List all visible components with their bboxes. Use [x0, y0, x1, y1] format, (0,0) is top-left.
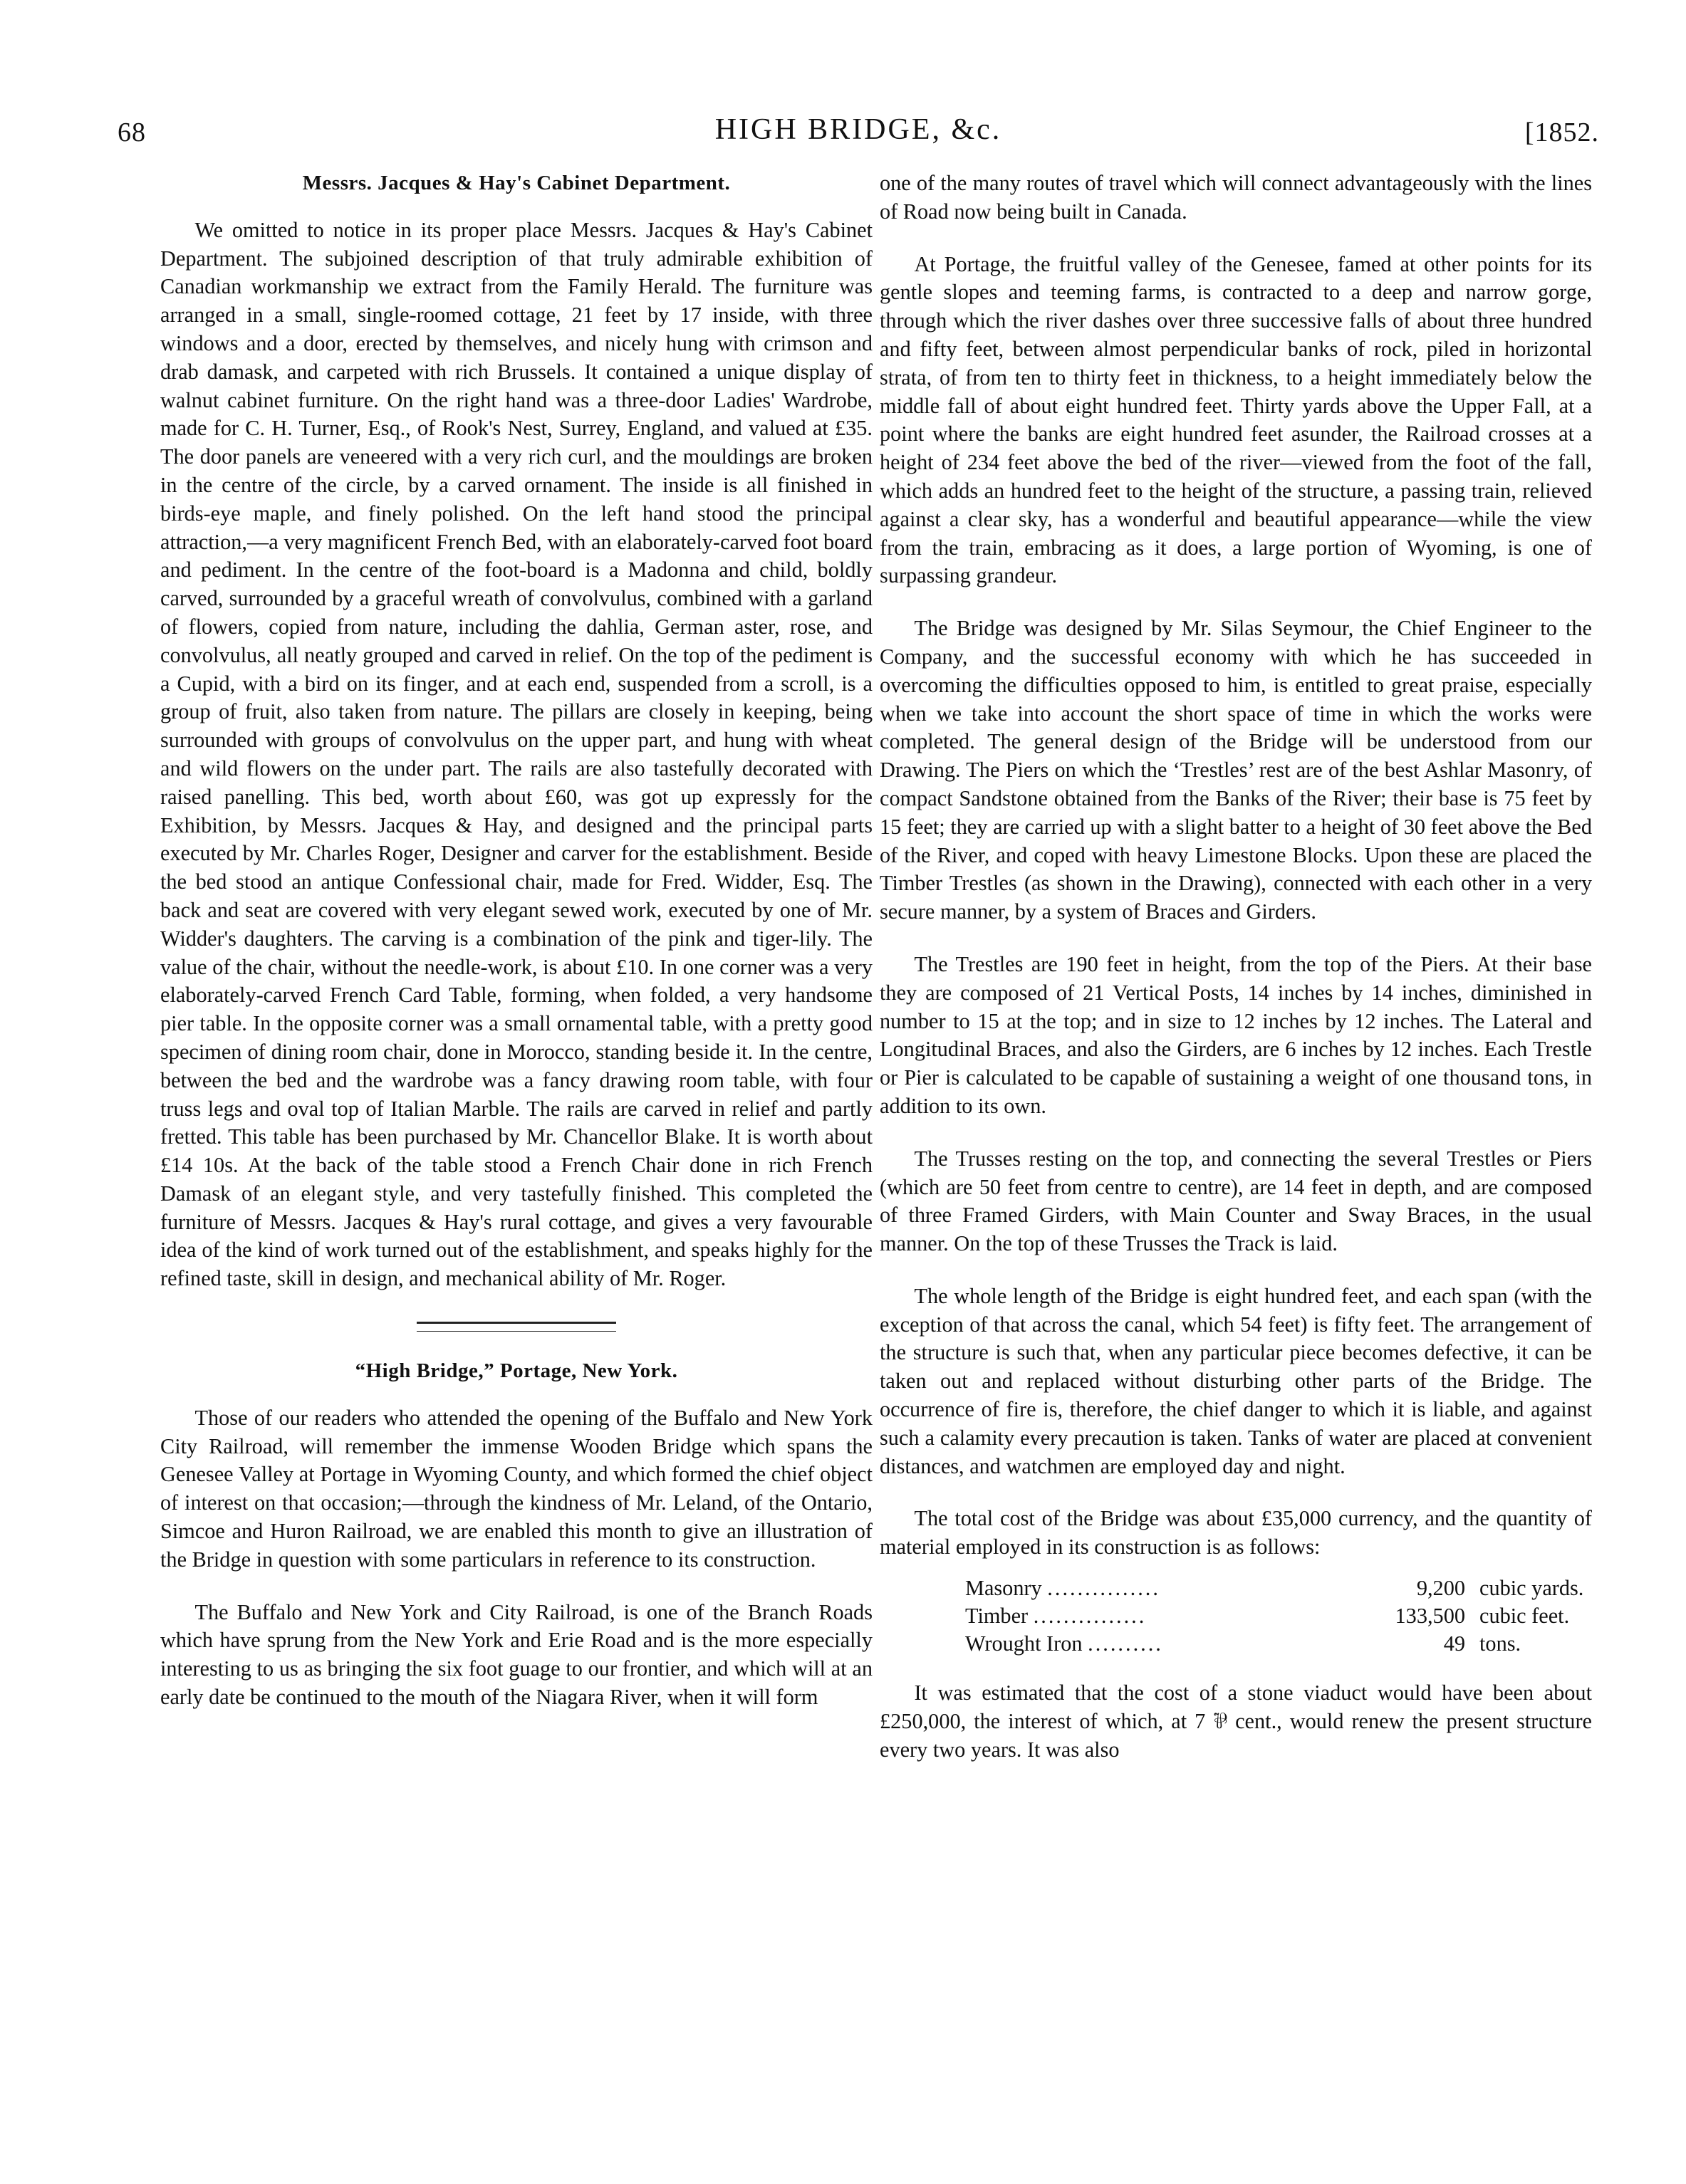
page-header	[118, 107, 1599, 157]
dot-leader: ...............	[1047, 1576, 1160, 1601]
dot-leader: ...............	[1033, 1604, 1147, 1629]
material-unit: cubic yards.	[1479, 1576, 1584, 1601]
material-unit: cubic feet.	[1479, 1604, 1570, 1629]
article-paragraph: The Buffalo and New York and City Railroad, is one of the Branch Roads which have sprung from the New York and Erie Road and is the more especially interesting to us as bringing the six foot guage to our frontier, and which will at an early date be continued to the mouth of the Niagara River, when it will form	[160, 1599, 873, 1710]
article-paragraph: At Portage, the fruitful valley of the Genesee, famed at other points for its gentle slopes and teeming farms, is contracted to a deep and narrow gorge, through which the river dashes over three successive falls of about three hundred and fifty feet, between almost perpendicular banks of rock, piled in horizontal strata, of from ten to thirty feet in thickness, to a height immediately below the middle fall of about eight hundred feet. Thirty yards above the Upper Fall, at a point where the banks are eight hundred feet asunder, the Railroad crosses at a height of 234 feet above the bed of the river—viewed from the foot of the fall, which adds an hundred feet to the height of the structure, a passing train, relieved against a clear sky, has a wonderful and beautiful appearance—while the view from the train, embracing as it does, a large portion of Wyoming, is one of surpassing grandeur.	[880, 251, 1592, 588]
article-paragraph: The Bridge was designed by Mr. Silas Seymour, the Chief Engineer to the Company, and the successful economy with which he has succeeded in overcoming the difficulties opposed to him, is entitled to great praise, especially when we take into account the short space of time in which the works were completed. The general design of the Bridge will be understood from our Drawing. The Piers on which the ‘Trestles’ rest are of the best Ashlar Masonry, of compact Sandstone obtained from the Banks of the River; their base is 75 feet by 15 feet; they are carried up with a slight batter to a height of 30 feet above the Bed of the River, and coped with heavy Limestone Blocks. Upon these are placed the Timber Trestles (as shown in the Drawing), connected with each other in a very secure manner, by a system of Braces and Girders.	[880, 616, 1592, 924]
material-name: Wrought Iron	[965, 1631, 1083, 1656]
page-number: 68	[118, 117, 146, 147]
page-year: [1852.	[1524, 117, 1599, 147]
material-name: Timber	[965, 1604, 1029, 1629]
article-paragraph: The Trestles are 190 feet in height, from the top of the Piers. At their base they are composed of 21 Vertical Posts, 14 inches by 14 inches, diminished in number to 15 at the top; and in size to 12 inches by 12 inches. The Lateral and Longitudinal Braces, and also the Girders, are 6 inches by 12 inches. Each Trestle or Pier is calculated to be capable of sustaining a weight of one thousand tons, in addition to its own.	[880, 951, 1592, 1118]
article-title-cabinet: Messrs. Jacques & Hay's Cabinet Department.	[302, 172, 731, 194]
material-quantity: 9,200	[1416, 1576, 1465, 1601]
right-column	[880, 169, 1592, 2149]
material-quantity: 49	[1443, 1631, 1465, 1656]
table-row	[880, 1574, 1588, 1602]
article-paragraph: The whole length of the Bridge is eight hundred feet, and each span (with the exception of that across the canal, which 54 feet) is fifty feet. The arrangement of the structure is such that, when any particular piece becomes defective, it can be taken out and replaced without disturbing other parts of the Bridge. The occurrence of fire is, therefore, the chief danger to which it is liable, and against such a calamity every precaution is taken. Tanks of water are placed at convenient distances, and watchmen are employed day and night.	[880, 1283, 1592, 1478]
article-paragraph: We omitted to notice in its proper place Messrs. Jacques & Hay's Cabinet Department. The subjoined description of that truly admirable exhibition of Canadian workmanship we extract from the Family Herald. The furniture was arranged in a small, single-roomed cottage, 21 feet by 17 inside, with three windows and a door, erected by themselves, and nicely hung with crimson and drab damask, and carpeted with rich Brussels. It contained a unique display of walnut cabinet furniture. On the right hand was a three-door Ladies' Wardrobe, made for C. H. Turner, Esq., of Rook's Nest, Surrey, England, and valued at £35. The door panels are veneered with a very rich curl, and the mouldings are broken in the centre of the circle, by a carved ornament. The inside is all finished in birds-eye maple, and finely polished. On the left hand stood the principal attraction,—a very magnificent French Bed, with an elaborately-carved foot board and pediment. In the centre of the foot-board is a Madonna and child, boldly carved, surrounded by a graceful wreath of convolvulus, combined with a garland of flowers, copied from nature, including the dahlia, German aster, rose, and convolvulus, all neatly grouped and carved in relief. On the top of the pediment is a Cupid, with a bird on its finger, and at each end, suspended from a scroll, is a group of fruit, also taken from nature. The pillars are closely in keeping, being surrounded with groups of convolvulus on the upper part, and hung with wheat and wild flowers on the under part. The rails are also tastefully decorated with raised panelling. This bed, worth about £60, was got up expressly for the Exhibition, by Messrs. Jacques & Hay, and designed and the principal parts executed by Mr. Charles Roger, Designer and carver for the establishment. Beside the bed stood an antique Confessional chair, made for Fred. Widder, Esq. The back and seat are covered with very elegant sewed work, executed by one of Mr. Widder's daughters. The carving is a combination of the pink and tiger-lily. The value of the chair, without the needle-work, is about £10. In one corner was a very elaborately-carved French Card Table, forming, when folded, a very handsome pier table. In the opposite corner was a small ornamental table, with a pretty good specimen of dining room chair, done in Morocco, standing beside it. In the centre, between the bed and the wardrobe was a fancy drawing room table, with four truss legs and oval top of Italian Marble. The rails are carved in relief and partly fretted. This table has been purchased by Mr. Chancellor Blake. It is worth about £14 10s. At the back of the table stood a French Chair done in rich French Damask of an elegant style, and very tastefully finished. This completed the furniture of Messrs. Jacques & Hay's rural cottage, and gives a very favourable idea of the kind of work turned out of the establishment, and speaks highly for the refined taste, skill in design, and mechanical ability of Mr. Roger.	[160, 217, 873, 1291]
left-column	[160, 169, 873, 2149]
article-title-high-bridge: “High Bridge,” Portage, New York.	[355, 1359, 678, 1383]
article-paragraph: The Trusses resting on the top, and connecting the several Trestles or Piers (which are 50 feet from centre to centre), are 14 feet in depth, and are composed of three Framed Girders, with Main Counter and Sway Braces, in the usual manner. On the top of these Trusses the Track is laid.	[880, 1146, 1592, 1256]
dot-leader: ..........	[1088, 1631, 1163, 1656]
running-title: HIGH BRIDGE, &c.	[714, 113, 1002, 146]
table-row	[880, 1602, 1588, 1630]
article-paragraph-continued: one of the many routes of travel which will connect advantageously with the lines of Road now being built in Canada.	[880, 171, 1592, 224]
table-row	[880, 1630, 1588, 1658]
material-name: Masonry	[965, 1576, 1042, 1601]
material-unit: tons.	[1479, 1631, 1521, 1656]
article-paragraph: Those of our readers who attended the opening of the Buffalo and New York City Railroad, will remember the immense Wooden Bridge which spans the Genesee Valley at Portage in Wyoming County, and which formed the chief object of interest on that occasion;—through the kindness of Mr. Leland, of the Ontario, Simcoe and Huron Railroad, we are enabled this month to give an illustration of the Bridge in question with some particulars in reference to its construction.	[160, 1405, 873, 1572]
section-divider	[417, 1322, 616, 1332]
article-paragraph: It was estimated that the cost of a stone viaduct would have been about £250,000, the interest of which, at 7 ⅌ cent., would renew the present structure every two years. It was also	[880, 1681, 1592, 1762]
article-paragraph: The total cost of the Bridge was about £35,000 currency, and the quantity of material employed in its construction is as follows:	[880, 1506, 1592, 1559]
material-quantity: 133,500	[1395, 1604, 1465, 1629]
materials-table	[880, 1574, 1588, 1658]
